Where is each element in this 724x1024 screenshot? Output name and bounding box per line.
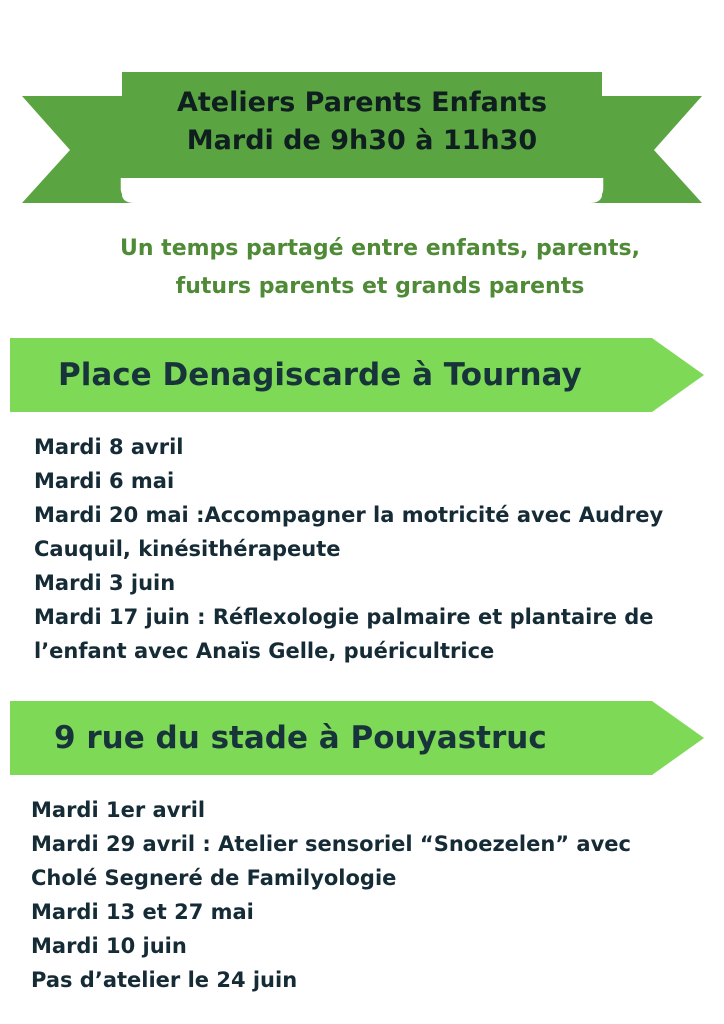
schedule-line: Mardi 10 juin [31, 934, 187, 958]
schedule-list-pouyastruc [31, 793, 631, 997]
location-banner-pouyastruc [10, 701, 704, 775]
schedule-line: Mardi 8 avril [34, 435, 184, 459]
schedule-line: Pas d’atelier le 24 juin [31, 968, 298, 992]
page-title [124, 84, 600, 160]
subtitle-line-2: futurs parents et grands parents [175, 274, 585, 299]
schedule-line: Cholé Segneré de Familyologie [31, 866, 397, 890]
subtitle-line-1: Un temps partagé entre enfants, parents, [120, 236, 640, 261]
title-line-2: Mardi de 9h30 à 11h30 [186, 125, 538, 156]
title-line-1: Ateliers Parents Enfants [176, 87, 548, 118]
schedule-list-tournay [34, 430, 663, 668]
schedule-line: Mardi 17 juin : Réflexologie palmaire et plantaire de [34, 605, 654, 629]
location-title: Place Denagiscarde à Tournay [58, 357, 582, 393]
location-title: 9 rue du stade à Pouyastruc [54, 720, 547, 756]
schedule-line: Mardi 13 et 27 mai [31, 900, 254, 924]
schedule-line: Mardi 6 mai [34, 469, 175, 493]
schedule-line: Mardi 3 juin [34, 571, 176, 595]
schedule-line: Mardi 20 mai :Accompagner la motricité avec Audrey [34, 503, 664, 527]
subtitle [60, 230, 700, 306]
schedule-line: Mardi 29 avril : Atelier sensoriel “Snoezelen” avec [31, 832, 631, 856]
schedule-line: l’enfant avec Anaïs Gelle, puéricultrice [34, 639, 495, 663]
schedule-line: Mardi 1er avril [31, 798, 206, 822]
location-banner-tournay [10, 338, 704, 412]
schedule-line: Cauquil, kinésithérapeute [34, 537, 341, 561]
